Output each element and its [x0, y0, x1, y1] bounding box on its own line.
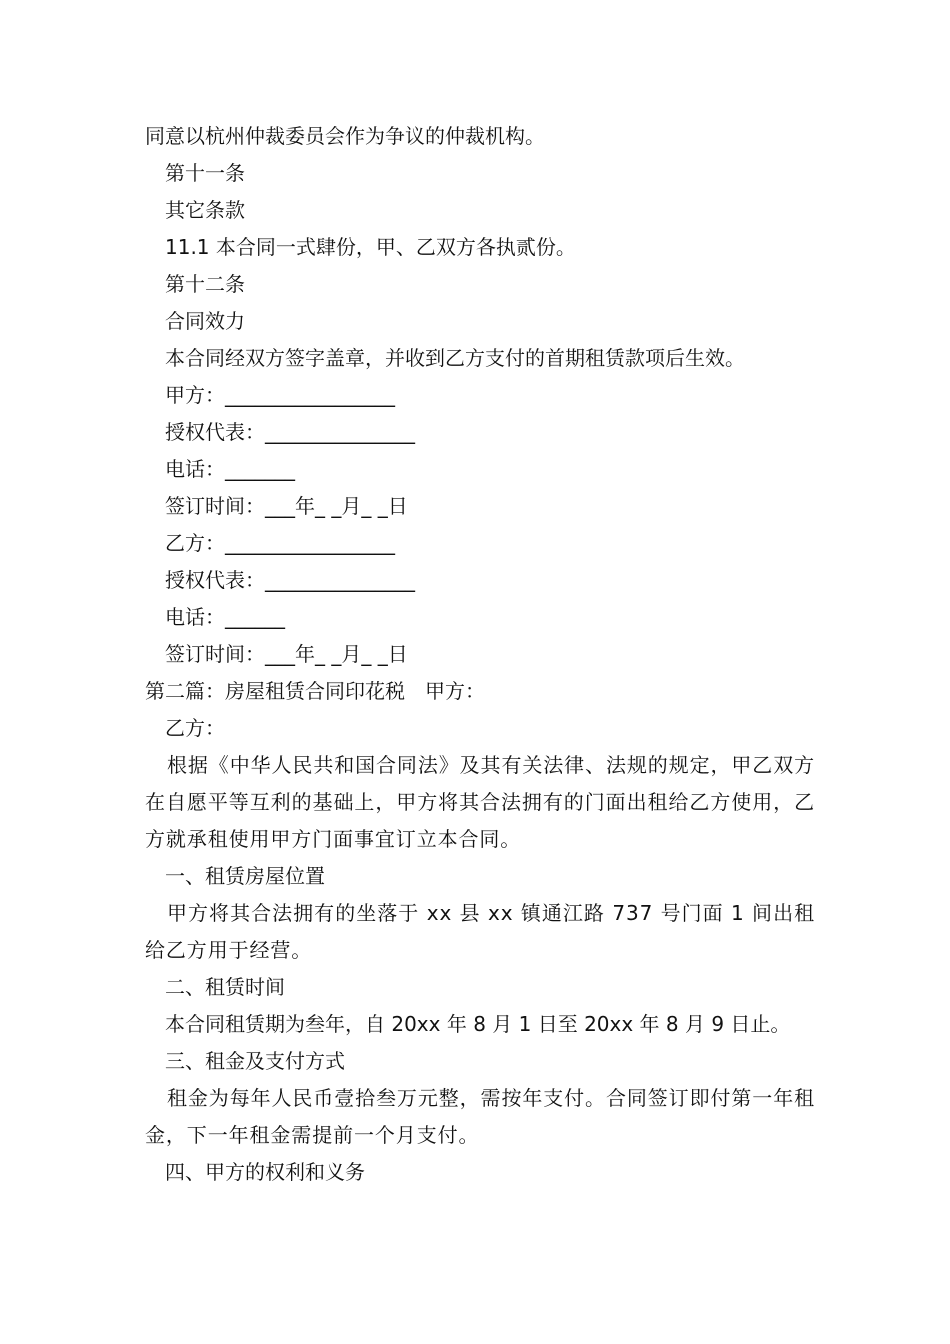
rent-paragraph: 租金为每年人民币壹拾叁万元整，需按年支付。合同签订即付第一年租金，下一年租金需提前一个月支付。 — [145, 1086, 815, 1147]
article-heading: 第十二条 — [165, 272, 245, 296]
party-a-date-field: 签订时间：___年_ _月_ _日 — [165, 494, 408, 518]
article-title: 合同效力 — [165, 309, 245, 333]
article-heading: 第十一条 — [165, 161, 245, 185]
party-b-representative-field: 授权代表：_______________ — [165, 568, 415, 592]
section-heading: 二、租赁时间 — [165, 975, 285, 999]
party-b-label: 乙方： — [165, 716, 225, 740]
party-b-signature-field: 乙方：_________________ — [165, 531, 395, 555]
document-page — [145, 118, 815, 1191]
party-a-signature-field: 甲方：_________________ — [165, 383, 395, 407]
article-title: 其它条款 — [165, 198, 245, 222]
section-heading: 一、租赁房屋位置 — [165, 864, 325, 888]
clause-text: 11.1 本合同一式肆份，甲、乙双方各执贰份。 — [165, 235, 576, 259]
party-a-representative-field: 授权代表：_______________ — [165, 420, 415, 444]
section-title: 第二篇：房屋租赁合同印花税 甲方： — [145, 679, 485, 703]
section-heading: 四、甲方的权利和义务 — [165, 1160, 365, 1184]
term-paragraph: 本合同租赁期为叁年，自 20xx 年 8 月 1 日至 20xx 年 8 月 9 日止。 — [165, 1012, 791, 1036]
location-paragraph: 甲方将其合法拥有的坐落于 xx 县 xx 镇通江路 737 号门面 1 间出租给乙方用于经营。 — [145, 901, 815, 962]
party-a-phone-field: 电话：_______ — [165, 457, 295, 481]
preamble-paragraph: 根据《中华人民共和国合同法》及其有关法律、法规的规定，甲乙双方在自愿平等互利的基础上，甲方将其合法拥有的门面出租给乙方使用，乙方就承租使用甲方门面事宜订立本合同。 — [145, 753, 815, 851]
clause-text: 本合同经双方签字盖章，并收到乙方支付的首期租赁款项后生效。 — [165, 346, 745, 370]
party-b-date-field: 签订时间：___年_ _月_ _日 — [165, 642, 408, 666]
text-line: 同意以杭州仲裁委员会作为争议的仲裁机构。 — [145, 124, 545, 148]
section-heading: 三、租金及支付方式 — [165, 1049, 345, 1073]
party-b-phone-field: 电话：______ — [165, 605, 285, 629]
